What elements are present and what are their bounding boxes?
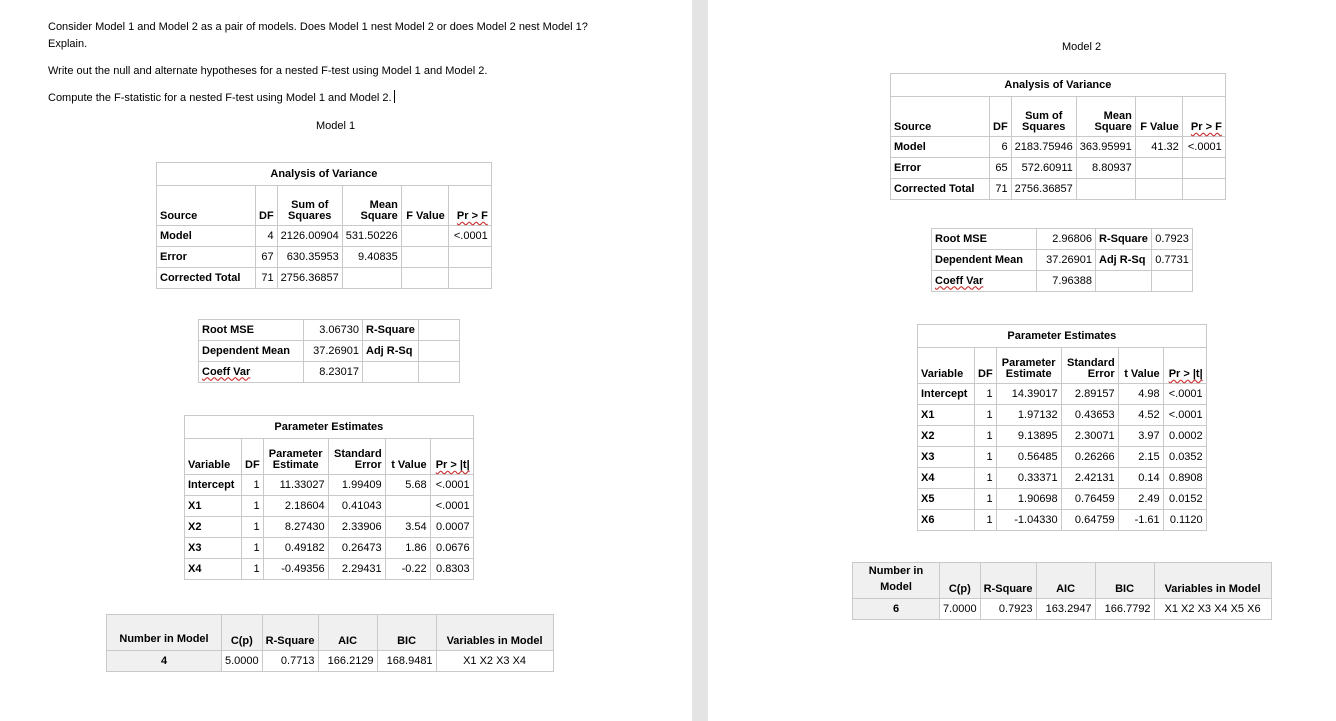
col-header: Variables in Model xyxy=(1154,563,1271,599)
question-2: Write out the null and alternate hypotheses for a nested F-test using Model 1 and Model 2. xyxy=(48,65,488,77)
model2-summary-table xyxy=(852,562,1272,620)
col-header: DF xyxy=(242,439,264,475)
table-row: Root MSE 3.06730 R-Square xyxy=(199,320,460,341)
params-title: Parameter Estimates xyxy=(918,325,1207,348)
col-header: Pr > F xyxy=(448,186,491,226)
model2-params-table xyxy=(917,324,1207,531)
table-row: Error 67 630.35953 9.40835 xyxy=(157,247,492,268)
col-header: Pr > F xyxy=(1182,97,1225,137)
table-row: X2 1 9.13895 2.30071 3.97 0.0002 xyxy=(918,426,1207,447)
col-header: Number in Model xyxy=(853,563,940,599)
table-row: Dependent Mean 37.26901 Adj R-Sq xyxy=(199,341,460,362)
table-row: 4 5.0000 0.7713 166.2129 168.9481 X1 X2 X3 X4 xyxy=(107,651,554,672)
col-header: Pr > |t| xyxy=(430,439,473,475)
table-row: X5 1 1.90698 0.76459 2.49 0.0152 xyxy=(918,489,1207,510)
col-header: DF xyxy=(990,97,1012,137)
table-row: Intercept 1 11.33027 1.99409 5.68 <.0001 xyxy=(185,475,474,496)
table-row: Coeff Var 8.23017 xyxy=(199,362,460,383)
col-header: Standard Error xyxy=(328,439,385,475)
table-row: X3 1 0.49182 0.26473 1.86 0.0676 xyxy=(185,538,474,559)
col-header: C(p) xyxy=(940,563,981,599)
col-header: Source xyxy=(891,97,990,137)
table-row: Model 4 2126.00904 531.50226 <.0001 xyxy=(157,226,492,247)
col-header: BIC xyxy=(1095,563,1154,599)
page-divider xyxy=(692,0,708,721)
table-row: 6 7.0000 0.7923 163.2947 166.7792 X1 X2 X3 X4 X5 X6 xyxy=(853,599,1272,620)
anova-title: Analysis of Variance xyxy=(891,74,1226,97)
col-header: F Value xyxy=(401,186,448,226)
anova-title: Analysis of Variance xyxy=(157,163,492,186)
params-title: Parameter Estimates xyxy=(185,416,474,439)
model1-summary-table xyxy=(106,614,554,672)
col-header: Mean Square xyxy=(342,186,401,226)
model1-fit-table xyxy=(198,319,460,383)
col-header: Variables in Model xyxy=(436,615,553,651)
col-header: t Value xyxy=(1118,348,1163,384)
table-row: X6 1 -1.04330 0.64759 -1.61 0.1120 xyxy=(918,510,1207,531)
col-header: R-Square xyxy=(262,615,318,651)
table-row: X2 1 8.27430 2.33906 3.54 0.0007 xyxy=(185,517,474,538)
table-row: X1 1 2.18604 0.41043 <.0001 xyxy=(185,496,474,517)
col-header: Standard Error xyxy=(1061,348,1118,384)
col-header: Pr > |t| xyxy=(1163,348,1206,384)
table-row: X4 1 0.33371 2.42131 0.14 0.8908 xyxy=(918,468,1207,489)
col-header: DF xyxy=(975,348,997,384)
table-row: Corrected Total 71 2756.36857 xyxy=(157,268,492,289)
model2-anova-table xyxy=(890,73,1226,200)
col-header: Variable xyxy=(185,439,242,475)
model1-title: Model 1 xyxy=(316,120,356,132)
model1-anova-table xyxy=(156,162,492,289)
table-row: Intercept 1 14.39017 2.89157 4.98 <.0001 xyxy=(918,384,1207,405)
model2-title: Model 2 xyxy=(1062,41,1102,53)
col-header: AIC xyxy=(318,615,377,651)
table-row: Root MSE 2.96806 R-Square 0.7923 xyxy=(932,229,1193,250)
col-header: AIC xyxy=(1036,563,1095,599)
col-header: Mean Square xyxy=(1076,97,1135,137)
table-row: X1 1 1.97132 0.43653 4.52 <.0001 xyxy=(918,405,1207,426)
table-row: Corrected Total 71 2756.36857 xyxy=(891,179,1226,200)
table-row: Model 6 2183.75946 363.95991 41.32 <.0001 xyxy=(891,137,1226,158)
col-header: Parameter Estimate xyxy=(996,348,1061,384)
col-header: Sum of Squares xyxy=(1011,97,1076,137)
col-header: Number in Model xyxy=(107,615,222,651)
table-row: Dependent Mean 37.26901 Adj R-Sq 0.7731 xyxy=(932,250,1193,271)
table-row: X3 1 0.56485 0.26266 2.15 0.0352 xyxy=(918,447,1207,468)
table-row: Error 65 572.60911 8.80937 xyxy=(891,158,1226,179)
col-header: C(p) xyxy=(222,615,263,651)
table-row: Coeff Var 7.96388 xyxy=(932,271,1193,292)
col-header: Source xyxy=(157,186,256,226)
model1-params-table xyxy=(184,415,474,580)
question-3-text: Compute the F-statistic for a nested F-test using Model 1 and Model 2. xyxy=(48,92,392,104)
col-header: R-Square xyxy=(980,563,1036,599)
col-header: Variable xyxy=(918,348,975,384)
col-header: F Value xyxy=(1135,97,1182,137)
col-header: Parameter Estimate xyxy=(263,439,328,475)
model2-fit-table xyxy=(931,228,1193,292)
question-1: Consider Model 1 and Model 2 as a pair of models. Does Model 1 nest Model 2 or does Model 2 nest Model 1? Explain. xyxy=(48,21,588,50)
table-row: X4 1 -0.49356 2.29431 -0.22 0.8303 xyxy=(185,559,474,580)
col-header: BIC xyxy=(377,615,436,651)
question-3[interactable] xyxy=(48,90,395,107)
text-cursor xyxy=(394,90,395,103)
col-header: t Value xyxy=(385,439,430,475)
col-header: DF xyxy=(256,186,278,226)
col-header: Sum of Squares xyxy=(277,186,342,226)
